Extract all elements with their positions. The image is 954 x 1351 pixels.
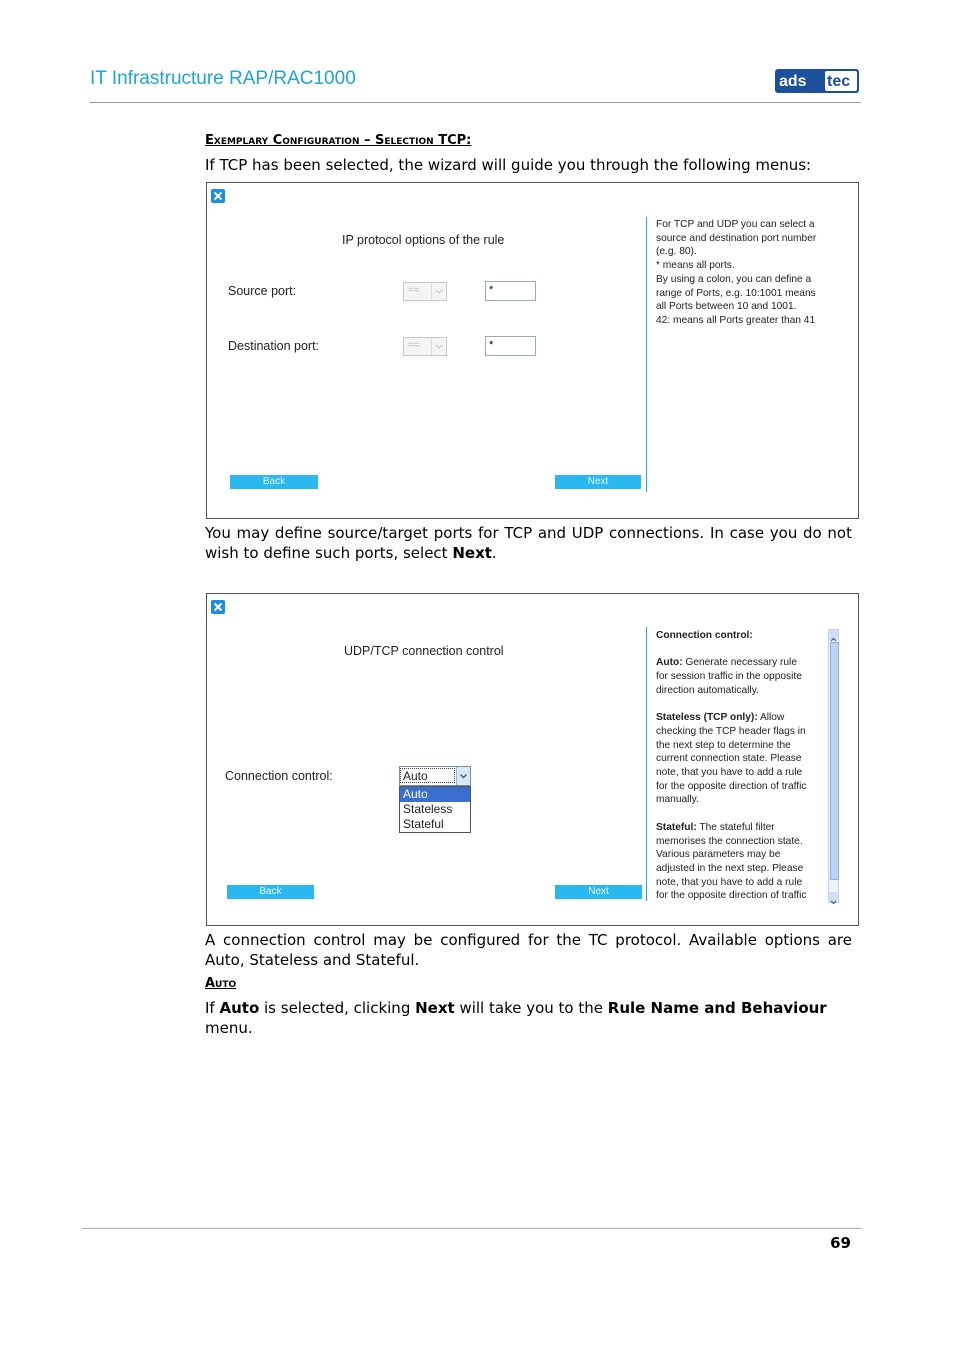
help-line: current connection state. Please: [656, 753, 802, 765]
help-line: Various parameters may be: [656, 849, 781, 861]
adstec-logo: [775, 69, 859, 93]
help-line: for the opposite direction of traffic: [656, 890, 807, 901]
connection-control-select[interactable]: [399, 766, 471, 786]
dialog-title: IP protocol options of the rule: [342, 233, 505, 247]
help-divider: [646, 627, 647, 901]
document-title: IT Infrastructure RAP/RAC1000: [90, 68, 356, 89]
text-run: is selected, clicking: [259, 999, 416, 1017]
chevron-down-icon: [456, 767, 470, 785]
destination-operator-select[interactable]: [403, 337, 447, 356]
option-auto[interactable]: Auto: [400, 787, 470, 802]
help-line: The stateful filter: [696, 821, 775, 833]
auto-heading: Auto: [205, 976, 237, 991]
footer-divider: [82, 1228, 861, 1229]
intro-text: If TCP has been selected, the wizard will guide you through the following menus:: [205, 156, 812, 174]
help-line: 42: means all Ports greater than 41: [656, 314, 816, 326]
chevron-down-icon: [431, 338, 446, 355]
help-panel: [656, 629, 828, 901]
help-line: memorises the connection state.: [656, 835, 803, 847]
menu-term: Rule Name and Behaviour: [607, 999, 827, 1017]
help-line: Generate necessary rule: [682, 657, 797, 669]
help-line: note, that you have to add a rule: [656, 876, 803, 888]
page-number: 69: [830, 1234, 851, 1252]
help-panel: [656, 218, 851, 328]
scroll-up-icon[interactable]: [829, 630, 838, 640]
connection-dialog: [206, 593, 859, 926]
auto-term: Auto: [219, 999, 260, 1017]
back-button[interactable]: Back: [227, 885, 314, 899]
next-button[interactable]: Next: [555, 885, 642, 899]
help-line: for session traffic in the opposite: [656, 671, 802, 683]
section-heading: Exemplary Configuration – Selection TCP:: [205, 133, 472, 148]
help-line: For TCP and UDP you can select a: [656, 219, 815, 230]
destination-port-value: *: [489, 339, 494, 351]
destination-operator-value: ==: [408, 340, 420, 351]
help-term: Auto:: [656, 657, 683, 669]
text-run: menu.: [205, 1019, 253, 1037]
close-icon[interactable]: [211, 189, 225, 203]
source-port-value: *: [489, 284, 494, 296]
help-line: Allow: [757, 712, 785, 724]
help-line: manually.: [656, 794, 699, 806]
sentence-end: .: [491, 544, 497, 562]
scroll-down-icon[interactable]: [829, 892, 838, 902]
help-line: checking the TCP header flags in: [656, 725, 806, 737]
help-line: all Ports between 10 and 1001.: [656, 301, 797, 313]
source-operator-value: ==: [408, 285, 420, 296]
header-divider: [90, 102, 861, 103]
next-term: Next: [452, 544, 492, 562]
help-divider: [646, 217, 647, 492]
svg-text:ads: ads: [779, 73, 807, 90]
help-line: * means all ports.: [656, 260, 735, 272]
help-heading: Connection control:: [656, 630, 753, 641]
option-stateless[interactable]: Stateless: [403, 802, 453, 816]
help-scrollbar[interactable]: [828, 629, 839, 903]
help-term: Stateless (TCP only):: [656, 712, 758, 724]
close-icon[interactable]: [211, 600, 225, 614]
auto-text: [205, 998, 855, 1038]
chevron-down-icon: [431, 283, 446, 300]
ports-explanation-text: You may define source/target ports for TCP and UDP connections. In case you do not wish to define such ports, select: [205, 524, 852, 562]
svg-text:tec: tec: [827, 73, 851, 90]
help-line: range of Ports, e.g. 10:1001 means: [656, 287, 816, 299]
text-run: If: [205, 999, 220, 1017]
dialog-title: UDP/TCP connection control: [344, 644, 504, 658]
scroll-thumb[interactable]: [830, 642, 839, 880]
help-line: adjusted in the next step. Please: [656, 862, 804, 874]
help-term: Stateful:: [656, 821, 697, 833]
next-button[interactable]: Next: [555, 475, 641, 489]
help-line: (e.g. 80).: [656, 246, 697, 258]
destination-port-input[interactable]: [485, 336, 536, 356]
text-run: will take you to the: [454, 999, 608, 1017]
help-line: for the opposite direction of traffic: [656, 780, 807, 792]
source-port-input[interactable]: [485, 281, 536, 301]
source-operator-select[interactable]: [403, 282, 447, 301]
source-port-label: Source port:: [228, 284, 297, 298]
next-term: Next: [415, 999, 455, 1017]
help-line: source and destination port number: [656, 232, 817, 244]
connection-explanation: A connection control may be configured for the TC protocol. Available options are Auto, Stateless and Stateful.: [205, 931, 852, 969]
help-line: direction automatically.: [656, 684, 759, 696]
connection-control-label: Connection control:: [225, 769, 333, 783]
option-stateful[interactable]: Stateful: [403, 817, 444, 831]
help-line: note, that you have to add a rule: [656, 767, 803, 778]
connection-control-value: Auto: [403, 769, 428, 783]
destination-port-label: Destination port:: [228, 339, 320, 353]
ports-explanation: [205, 523, 852, 563]
ports-dialog: [206, 182, 859, 519]
back-button[interactable]: Back: [230, 475, 318, 489]
help-line: By using a colon, you can define a: [656, 273, 812, 285]
connection-control-options: [399, 786, 471, 833]
help-line: the next step to determine the: [656, 739, 791, 751]
